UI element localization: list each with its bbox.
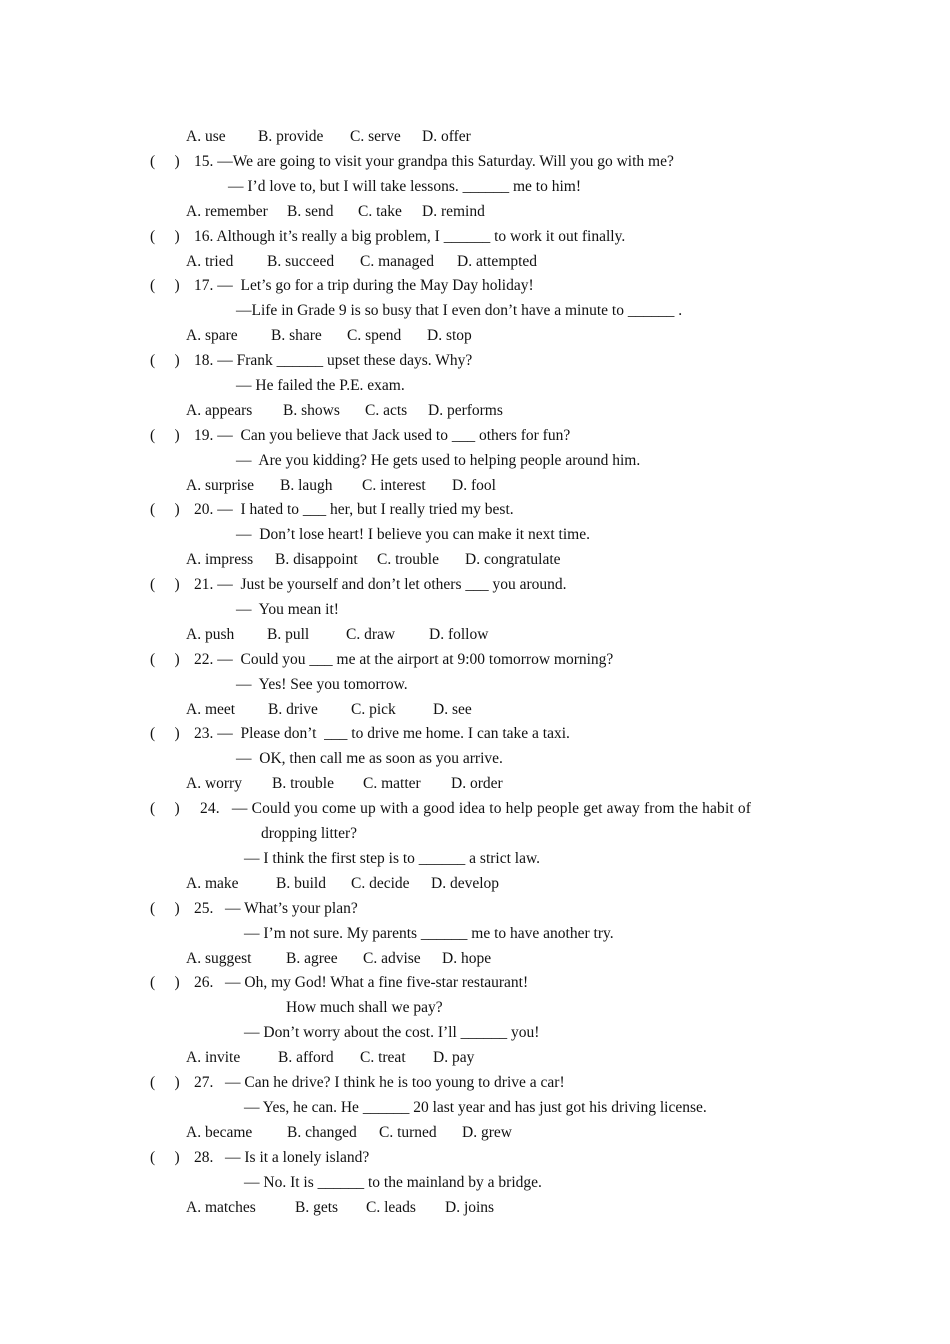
q18-option-a: A. appears (186, 402, 253, 419)
q26-option-a: A. invite (186, 1049, 241, 1066)
q22-answer-blank[interactable]: ( ) (150, 651, 180, 668)
q17-reply: —Life in Grade 9 is so busy that I even don’t have a minute to ______ . (236, 302, 683, 319)
q16-option-c: C. managed (360, 253, 435, 270)
q23-option-b: B. trouble (272, 775, 334, 792)
q15-option-c: C. take (358, 203, 402, 220)
q25-option-a: A. suggest (186, 950, 252, 967)
q22-reply: — Yes! See you tomorrow. (236, 676, 408, 693)
q20-option-c: C. trouble (377, 551, 439, 568)
q21-option-a: A. push (186, 626, 235, 643)
q19-answer-blank[interactable]: ( ) (150, 427, 180, 444)
q17-stem: 17. — Let’s go for a trip during the May Day holiday! (194, 277, 534, 294)
q22-option-d: D. see (433, 701, 472, 718)
q26-answer-blank[interactable]: ( ) (150, 974, 180, 991)
q27-option-d: D. grew (462, 1124, 512, 1141)
q24-option-c: C. decide (351, 875, 410, 892)
q26-stem: 26. — Oh, my God! What a fine five-star restaurant! (194, 974, 529, 991)
q23-option-a: A. worry (186, 775, 242, 792)
q24-stem: 24. — Could you come up with a good idea to help people get away from the habit of (200, 800, 752, 817)
q25-answer-blank[interactable]: ( ) (150, 900, 180, 917)
q20-option-d: D. congratulate (465, 551, 561, 568)
q28-option-b: B. gets (295, 1199, 339, 1216)
q28-stem: 28. — Is it a lonely island? (194, 1149, 370, 1166)
q15-option-b: B. send (287, 203, 334, 220)
q25-option-b: B. agree (286, 950, 338, 967)
q18-answer-blank[interactable]: ( ) (150, 352, 180, 369)
q27-answer-blank[interactable]: ( ) (150, 1074, 180, 1091)
q19-reply: — Are you kidding? He gets used to helping people around him. (236, 452, 641, 469)
q15-option-d: D. remind (422, 203, 485, 220)
q17-option-d: D. stop (427, 327, 472, 344)
q25-option-c: C. advise (363, 950, 421, 967)
q21-option-b: B. pull (267, 626, 310, 643)
q19-option-d: D. fool (452, 477, 496, 494)
q24-option-b: B. build (276, 875, 326, 892)
q15-option-a: A. remember (186, 203, 268, 220)
q17-option-b: B. share (271, 327, 322, 344)
q21-option-d: D. follow (429, 626, 489, 643)
q24-reply: — I think the first step is to ______ a strict law. (244, 850, 541, 867)
q28-option-d: D. joins (445, 1199, 495, 1216)
q27-reply: — Yes, he can. He ______ 20 last year and has just got his driving license. (244, 1099, 707, 1116)
q18-stem: 18. — Frank ______ upset these days. Why? (194, 352, 473, 369)
q21-answer-blank[interactable]: ( ) (150, 576, 180, 593)
q18-option-b: B. shows (283, 402, 340, 419)
q24-stem-continued: dropping litter? (261, 825, 357, 842)
q19-option-c: C. interest (362, 477, 426, 494)
q26-stem-continued: How much shall we pay? (286, 999, 443, 1016)
q23-option-c: C. matter (363, 775, 421, 792)
q28-option-a: A. matches (186, 1199, 256, 1216)
q14-option-b: B. provide (258, 128, 324, 145)
q28-reply: — No. It is ______ to the mainland by a bridge. (244, 1174, 542, 1191)
q17-option-a: A. spare (186, 327, 238, 344)
q18-reply: — He failed the P.E. exam. (236, 377, 405, 394)
q15-answer-blank[interactable]: ( ) (150, 153, 180, 170)
q22-stem: 22. — Could you ___ me at the airport at 9:00 tomorrow morning? (194, 651, 614, 668)
q18-option-d: D. performs (428, 402, 503, 419)
q28-option-c: C. leads (366, 1199, 416, 1216)
q20-answer-blank[interactable]: ( ) (150, 501, 180, 518)
q26-option-d: D. pay (433, 1049, 475, 1066)
q17-answer-blank[interactable]: ( ) (150, 277, 180, 294)
q21-reply: — You mean it! (236, 601, 339, 618)
q21-stem: 21. — Just be yourself and don’t let others ___ you around. (194, 576, 567, 593)
q19-option-b: B. laugh (280, 477, 333, 494)
q14-option-d: D. offer (422, 128, 471, 145)
q24-answer-blank[interactable]: ( ) (150, 800, 180, 817)
q15-stem: 15. —We are going to visit your grandpa this Saturday. Will you go with me? (194, 153, 674, 170)
q26-option-c: C. treat (360, 1049, 406, 1066)
q22-option-c: C. pick (351, 701, 396, 718)
q23-answer-blank[interactable]: ( ) (150, 725, 180, 742)
q16-answer-blank[interactable]: ( ) (150, 228, 180, 245)
q20-option-a: A. impress (186, 551, 254, 568)
q20-option-b: B. disappoint (275, 551, 358, 568)
q23-stem: 23. — Please don’t ___ to drive me home. I can take a taxi. (194, 725, 570, 742)
q16-option-b: B. succeed (267, 253, 335, 270)
q20-stem: 20. — I hated to ___ her, but I really tried my best. (194, 501, 514, 518)
q21-option-c: C. draw (346, 626, 396, 643)
q20-reply: — Don’t lose heart! I believe you can make it next time. (236, 526, 590, 543)
q14-option-a: A. use (186, 128, 226, 145)
q27-option-a: A. became (186, 1124, 253, 1141)
q23-option-d: D. order (451, 775, 503, 792)
q14-option-c: C. serve (350, 128, 401, 145)
q24-option-d: D. develop (431, 875, 500, 892)
q16-stem: 16. Although it’s really a big problem, I ______ to work it out finally. (194, 228, 626, 245)
q23-reply: — OK, then call me as soon as you arrive. (236, 750, 503, 767)
q27-option-b: B. changed (287, 1124, 357, 1141)
q18-option-c: C. acts (365, 402, 408, 419)
q16-option-a: A. tried (186, 253, 234, 270)
q17-option-c: C. spend (347, 327, 402, 344)
q22-option-a: A. meet (186, 701, 236, 718)
q22-option-b: B. drive (268, 701, 318, 718)
q28-answer-blank[interactable]: ( ) (150, 1149, 180, 1166)
q26-option-b: B. afford (278, 1049, 334, 1066)
q26-reply: — Don’t worry about the cost. I’ll ______ you! (244, 1024, 540, 1041)
q27-option-c: C. turned (379, 1124, 437, 1141)
q16-option-d: D. attempted (457, 253, 538, 270)
q27-stem: 27. — Can he drive? I think he is too young to drive a car! (194, 1074, 565, 1091)
q15-reply: — I’d love to, but I will take lessons. ______ me to him! (228, 178, 582, 195)
q25-option-d: D. hope (442, 950, 492, 967)
q25-stem: 25. — What’s your plan? (194, 900, 358, 917)
q19-option-a: A. surprise (186, 477, 255, 494)
q19-stem: 19. — Can you believe that Jack used to ___ others for fun? (194, 427, 571, 444)
q25-reply: — I’m not sure. My parents ______ me to have another try. (244, 925, 614, 942)
q24-option-a: A. make (186, 875, 239, 892)
